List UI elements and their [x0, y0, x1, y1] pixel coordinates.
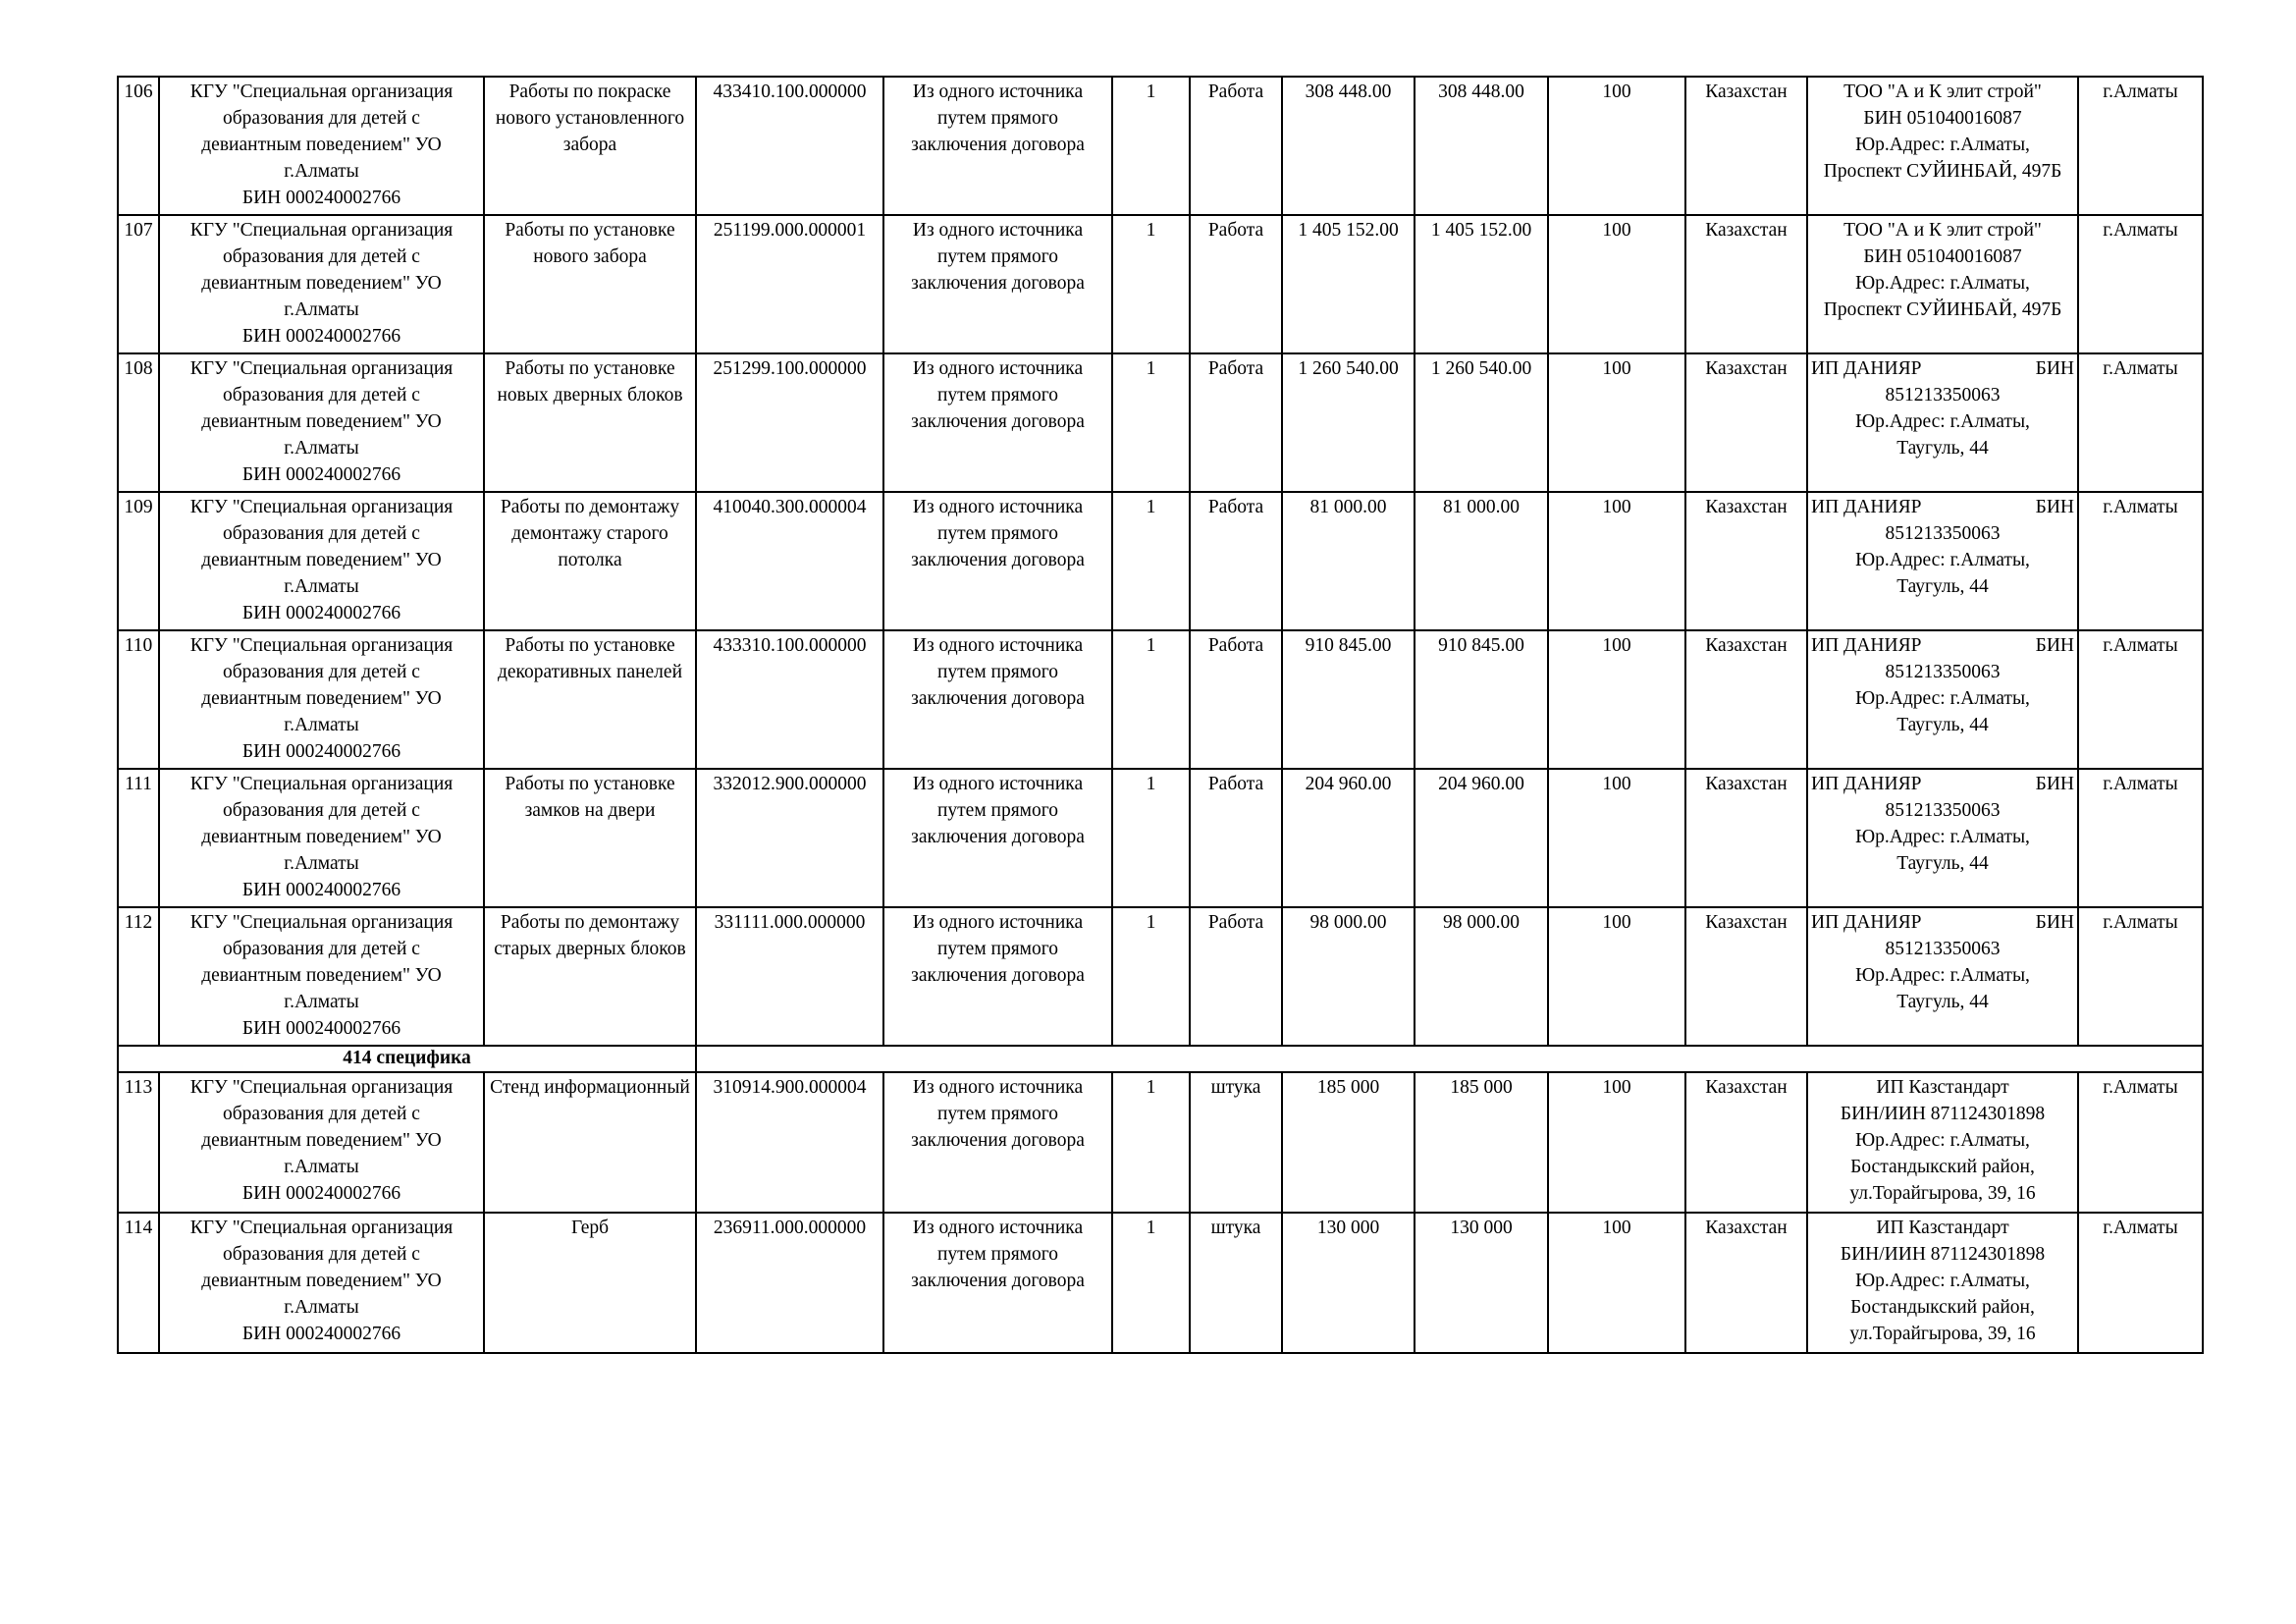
quantity-cell: 1 [1112, 769, 1190, 907]
country-cell: Казахстан [1685, 77, 1807, 215]
item-code-cell: 251299.100.000000 [696, 353, 883, 492]
item-name-cell: Работы по установке замков на двери [484, 769, 696, 907]
customer-cell [159, 353, 484, 492]
supplier-cell [1807, 492, 2078, 630]
item-code-cell: 433410.100.000000 [696, 77, 883, 215]
customer-line: образования для детей с [223, 1104, 420, 1124]
row-number-cell: 111 [118, 769, 159, 907]
customer-line: образования для детей с [223, 939, 420, 959]
customer-line: КГУ "Специальная организация [189, 358, 454, 379]
row-number-cell: 113 [118, 1072, 159, 1213]
supplier-line: Проспект СУЙИНБАЙ, 497Б [1823, 161, 2062, 182]
supplier-line: 851213350063 [1885, 523, 2001, 544]
delivery-place-cell: г.Алматы [2078, 769, 2203, 907]
local-content-cell: 100 [1548, 907, 1685, 1046]
sum-cell: 308 448.00 [1415, 77, 1548, 215]
item-code-cell: 331111.000.000000 [696, 907, 883, 1046]
price-cell: 81 000.00 [1282, 492, 1415, 630]
supplier-name-part: БИН [2035, 912, 2074, 933]
supplier-line: БИН 051040016087 [1863, 246, 2022, 267]
customer-line: КГУ "Специальная организация [189, 81, 454, 102]
item-name-cell: Работы по демонтажу старых дверных блоков [484, 907, 696, 1046]
quantity-cell: 1 [1112, 492, 1190, 630]
unit-cell: штука [1190, 1213, 1282, 1353]
quantity-cell: 1 [1112, 630, 1190, 769]
item-code-cell: 433310.100.000000 [696, 630, 883, 769]
supplier-line: Таугуль, 44 [1896, 992, 1989, 1012]
customer-line: КГУ "Специальная организация [189, 220, 454, 241]
supplier-name-line [1811, 632, 2074, 659]
supplier-cell [1807, 1072, 2078, 1213]
country-cell: Казахстан [1685, 630, 1807, 769]
country-cell: Казахстан [1685, 769, 1807, 907]
supplier-name-part: ИП ДАНИЯР [1811, 774, 1922, 794]
procurement-method-cell: Из одного источника путем прямого заключения договора [883, 215, 1112, 353]
table-row [118, 769, 2203, 907]
customer-line: БИН 000240002766 [241, 880, 401, 900]
delivery-place-cell: г.Алматы [2078, 77, 2203, 215]
customer-line: БИН 000240002766 [241, 741, 401, 762]
customer-line: девиантным поведением" УО [201, 411, 442, 432]
customer-line: КГУ "Специальная организация [189, 912, 454, 933]
customer-line: БИН 000240002766 [241, 326, 401, 347]
customer-cell [159, 1072, 484, 1213]
item-name-cell: Работы по покраске нового установленного забора [484, 77, 696, 215]
supplier-line: 851213350063 [1885, 662, 2001, 682]
row-number-cell: 109 [118, 492, 159, 630]
supplier-name-part: БИН [2035, 774, 2074, 794]
country-cell: Казахстан [1685, 215, 1807, 353]
supplier-line: Таугуль, 44 [1896, 438, 1989, 459]
customer-line: г.Алматы [284, 1157, 359, 1177]
delivery-place-cell: г.Алматы [2078, 1072, 2203, 1213]
supplier-cell [1807, 353, 2078, 492]
section-heading: 414 специфика [343, 1048, 471, 1068]
price-cell: 204 960.00 [1282, 769, 1415, 907]
supplier-line: Юр.Адрес: г.Алматы, [1855, 550, 2030, 570]
procurement-table-sheet [117, 76, 2202, 1354]
customer-line: г.Алматы [284, 576, 359, 597]
supplier-cell [1807, 907, 2078, 1046]
supplier-cell [1807, 1213, 2078, 1353]
table-section-row-group [118, 1046, 2203, 1072]
item-name-cell: Работы по демонтажу демонтажу старого потолка [484, 492, 696, 630]
supplier-line: БИН/ИИН 871124301898 [1840, 1244, 2046, 1265]
delivery-place-cell: г.Алматы [2078, 492, 2203, 630]
price-cell: 1 405 152.00 [1282, 215, 1415, 353]
supplier-line: Таугуль, 44 [1896, 715, 1989, 735]
customer-line: девиантным поведением" УО [201, 550, 442, 570]
supplier-line: ИП Казстандарт [1876, 1077, 2009, 1098]
supplier-name-line [1811, 494, 2074, 520]
customer-cell [159, 769, 484, 907]
sum-cell: 910 845.00 [1415, 630, 1548, 769]
delivery-place-cell: г.Алматы [2078, 1213, 2203, 1353]
price-cell: 910 845.00 [1282, 630, 1415, 769]
supplier-cell [1807, 215, 2078, 353]
supplier-line: Юр.Адрес: г.Алматы, [1855, 273, 2030, 294]
customer-line: образования для детей с [223, 523, 420, 544]
table-row [118, 77, 2203, 215]
supplier-line: ул.Торайгырова, 39, 16 [1849, 1183, 2036, 1204]
customer-line: г.Алматы [284, 161, 359, 182]
section-heading-cell [118, 1046, 696, 1072]
country-cell: Казахстан [1685, 353, 1807, 492]
supplier-line: Бостандыкский район, [1850, 1297, 2035, 1318]
local-content-cell: 100 [1548, 353, 1685, 492]
local-content-cell: 100 [1548, 492, 1685, 630]
supplier-line: БИН 051040016087 [1863, 108, 2022, 129]
customer-line: БИН 000240002766 [241, 188, 401, 208]
table-row [118, 215, 2203, 353]
quantity-cell: 1 [1112, 77, 1190, 215]
table-row [118, 353, 2203, 492]
country-cell: Казахстан [1685, 1072, 1807, 1213]
quantity-cell: 1 [1112, 1072, 1190, 1213]
delivery-place-cell: г.Алматы [2078, 353, 2203, 492]
row-number-cell: 114 [118, 1213, 159, 1353]
quantity-cell: 1 [1112, 1213, 1190, 1353]
supplier-name-part: ИП ДАНИЯР [1811, 497, 1922, 517]
unit-cell: Работа [1190, 353, 1282, 492]
customer-line: образования для детей с [223, 1244, 420, 1265]
supplier-line: ТОО "А и К элит строй" [1843, 81, 2042, 102]
supplier-line: ИП Казстандарт [1876, 1218, 2009, 1238]
supplier-line: 851213350063 [1885, 939, 2001, 959]
section-heading-filler [696, 1046, 2203, 1072]
customer-line: КГУ "Специальная организация [189, 497, 454, 517]
customer-cell [159, 77, 484, 215]
procurement-method-cell: Из одного источника путем прямого заключения договора [883, 77, 1112, 215]
customer-cell [159, 630, 484, 769]
price-cell: 130 000 [1282, 1213, 1415, 1353]
supplier-line: Юр.Адрес: г.Алматы, [1855, 827, 2030, 847]
unit-cell: Работа [1190, 630, 1282, 769]
sum-cell: 130 000 [1415, 1213, 1548, 1353]
price-cell: 98 000.00 [1282, 907, 1415, 1046]
customer-line: КГУ "Специальная организация [189, 774, 454, 794]
customer-line: г.Алматы [284, 1297, 359, 1318]
customer-line: КГУ "Специальная организация [189, 635, 454, 656]
customer-line: БИН 000240002766 [241, 464, 401, 485]
quantity-cell: 1 [1112, 907, 1190, 1046]
customer-line: г.Алматы [284, 992, 359, 1012]
supplier-line: Юр.Адрес: г.Алматы, [1855, 411, 2030, 432]
country-cell: Казахстан [1685, 1213, 1807, 1353]
sum-cell: 185 000 [1415, 1072, 1548, 1213]
customer-cell [159, 1213, 484, 1353]
customer-line: г.Алматы [284, 438, 359, 459]
supplier-name-part: БИН [2035, 635, 2074, 656]
customer-line: девиантным поведением" УО [201, 273, 442, 294]
delivery-place-cell: г.Алматы [2078, 907, 2203, 1046]
row-number-cell: 106 [118, 77, 159, 215]
customer-line: девиантным поведением" УО [201, 1271, 442, 1291]
customer-line: девиантным поведением" УО [201, 688, 442, 709]
table-body-goods [118, 1072, 2203, 1353]
customer-line: КГУ "Специальная организация [189, 1077, 454, 1098]
table-row [118, 492, 2203, 630]
customer-line: девиантным поведением" УО [201, 965, 442, 986]
customer-line: девиантным поведением" УО [201, 1130, 442, 1151]
unit-cell: Работа [1190, 77, 1282, 215]
customer-cell [159, 492, 484, 630]
customer-line: девиантным поведением" УО [201, 827, 442, 847]
unit-cell: Работа [1190, 769, 1282, 907]
supplier-name-line [1811, 771, 2074, 797]
item-name-cell: Работы по установке нового забора [484, 215, 696, 353]
customer-line: БИН 000240002766 [241, 1324, 401, 1344]
price-cell: 185 000 [1282, 1072, 1415, 1213]
supplier-line: Юр.Адрес: г.Алматы, [1855, 1130, 2030, 1151]
procurement-method-cell: Из одного источника путем прямого заключения договора [883, 353, 1112, 492]
customer-line: образования для детей с [223, 662, 420, 682]
procurement-method-cell: Из одного источника путем прямого заключения договора [883, 492, 1112, 630]
customer-line: г.Алматы [284, 715, 359, 735]
customer-line: КГУ "Специальная организация [189, 1218, 454, 1238]
procurement-method-cell: Из одного источника путем прямого заключения договора [883, 1213, 1112, 1353]
row-number-cell: 110 [118, 630, 159, 769]
supplier-line: БИН/ИИН 871124301898 [1840, 1104, 2046, 1124]
local-content-cell: 100 [1548, 1072, 1685, 1213]
local-content-cell: 100 [1548, 769, 1685, 907]
customer-line: г.Алматы [284, 853, 359, 874]
supplier-line: Таугуль, 44 [1896, 853, 1989, 874]
procurement-table [117, 76, 2204, 1354]
delivery-place-cell: г.Алматы [2078, 215, 2203, 353]
supplier-line: Юр.Адрес: г.Алматы, [1855, 135, 2030, 155]
country-cell: Казахстан [1685, 492, 1807, 630]
customer-line: г.Алматы [284, 299, 359, 320]
unit-cell: штука [1190, 1072, 1282, 1213]
customer-line: БИН 000240002766 [241, 1183, 401, 1204]
supplier-line: Юр.Адрес: г.Алматы, [1855, 965, 2030, 986]
item-name-cell: Герб [484, 1213, 696, 1353]
sum-cell: 81 000.00 [1415, 492, 1548, 630]
supplier-cell [1807, 77, 2078, 215]
supplier-name-part: ИП ДАНИЯР [1811, 358, 1922, 379]
customer-line: образования для детей с [223, 246, 420, 267]
procurement-method-cell: Из одного источника путем прямого заключения договора [883, 1072, 1112, 1213]
item-code-cell: 332012.900.000000 [696, 769, 883, 907]
supplier-line: ТОО "А и К элит строй" [1843, 220, 2042, 241]
customer-line: БИН 000240002766 [241, 1018, 401, 1039]
procurement-method-cell: Из одного источника путем прямого заключения договора [883, 769, 1112, 907]
supplier-cell [1807, 630, 2078, 769]
table-row [118, 1213, 2203, 1353]
sum-cell: 1 260 540.00 [1415, 353, 1548, 492]
sum-cell: 98 000.00 [1415, 907, 1548, 1046]
item-code-cell: 410040.300.000004 [696, 492, 883, 630]
customer-line: образования для детей с [223, 108, 420, 129]
supplier-line: Таугуль, 44 [1896, 576, 1989, 597]
unit-cell: Работа [1190, 907, 1282, 1046]
section-heading-row [118, 1046, 2203, 1072]
price-cell: 308 448.00 [1282, 77, 1415, 215]
customer-line: девиантным поведением" УО [201, 135, 442, 155]
supplier-line: 851213350063 [1885, 800, 2001, 821]
supplier-name-part: ИП ДАНИЯР [1811, 912, 1922, 933]
supplier-name-line [1811, 355, 2074, 382]
customer-line: образования для детей с [223, 800, 420, 821]
item-name-cell: Работы по установке декоративных панелей [484, 630, 696, 769]
item-name-cell: Стенд информационный [484, 1072, 696, 1213]
item-name-cell: Работы по установке новых дверных блоков [484, 353, 696, 492]
table-row [118, 907, 2203, 1046]
country-cell: Казахстан [1685, 907, 1807, 1046]
sum-cell: 1 405 152.00 [1415, 215, 1548, 353]
local-content-cell: 100 [1548, 77, 1685, 215]
local-content-cell: 100 [1548, 630, 1685, 769]
supplier-line: ул.Торайгырова, 39, 16 [1849, 1324, 2036, 1344]
customer-line: БИН 000240002766 [241, 603, 401, 623]
item-code-cell: 236911.000.000000 [696, 1213, 883, 1353]
supplier-line: 851213350063 [1885, 385, 2001, 406]
row-number-cell: 108 [118, 353, 159, 492]
quantity-cell: 1 [1112, 353, 1190, 492]
supplier-name-part: БИН [2035, 358, 2074, 379]
sum-cell: 204 960.00 [1415, 769, 1548, 907]
table-body-works [118, 77, 2203, 1046]
customer-cell [159, 215, 484, 353]
supplier-name-part: БИН [2035, 497, 2074, 517]
supplier-name-line [1811, 909, 2074, 936]
delivery-place-cell: г.Алматы [2078, 630, 2203, 769]
customer-line: образования для детей с [223, 385, 420, 406]
local-content-cell: 100 [1548, 215, 1685, 353]
procurement-method-cell: Из одного источника путем прямого заключения договора [883, 907, 1112, 1046]
table-row [118, 1072, 2203, 1213]
local-content-cell: 100 [1548, 1213, 1685, 1353]
quantity-cell: 1 [1112, 215, 1190, 353]
supplier-line: Бостандыкский район, [1850, 1157, 2035, 1177]
unit-cell: Работа [1190, 215, 1282, 353]
customer-cell [159, 907, 484, 1046]
supplier-name-part: ИП ДАНИЯР [1811, 635, 1922, 656]
procurement-method-cell: Из одного источника путем прямого заключения договора [883, 630, 1112, 769]
price-cell: 1 260 540.00 [1282, 353, 1415, 492]
table-row [118, 630, 2203, 769]
supplier-line: Юр.Адрес: г.Алматы, [1855, 1271, 2030, 1291]
item-code-cell: 251199.000.000001 [696, 215, 883, 353]
unit-cell: Работа [1190, 492, 1282, 630]
supplier-line: Проспект СУЙИНБАЙ, 497Б [1823, 299, 2062, 320]
row-number-cell: 112 [118, 907, 159, 1046]
item-code-cell: 310914.900.000004 [696, 1072, 883, 1213]
supplier-cell [1807, 769, 2078, 907]
row-number-cell: 107 [118, 215, 159, 353]
supplier-line: Юр.Адрес: г.Алматы, [1855, 688, 2030, 709]
